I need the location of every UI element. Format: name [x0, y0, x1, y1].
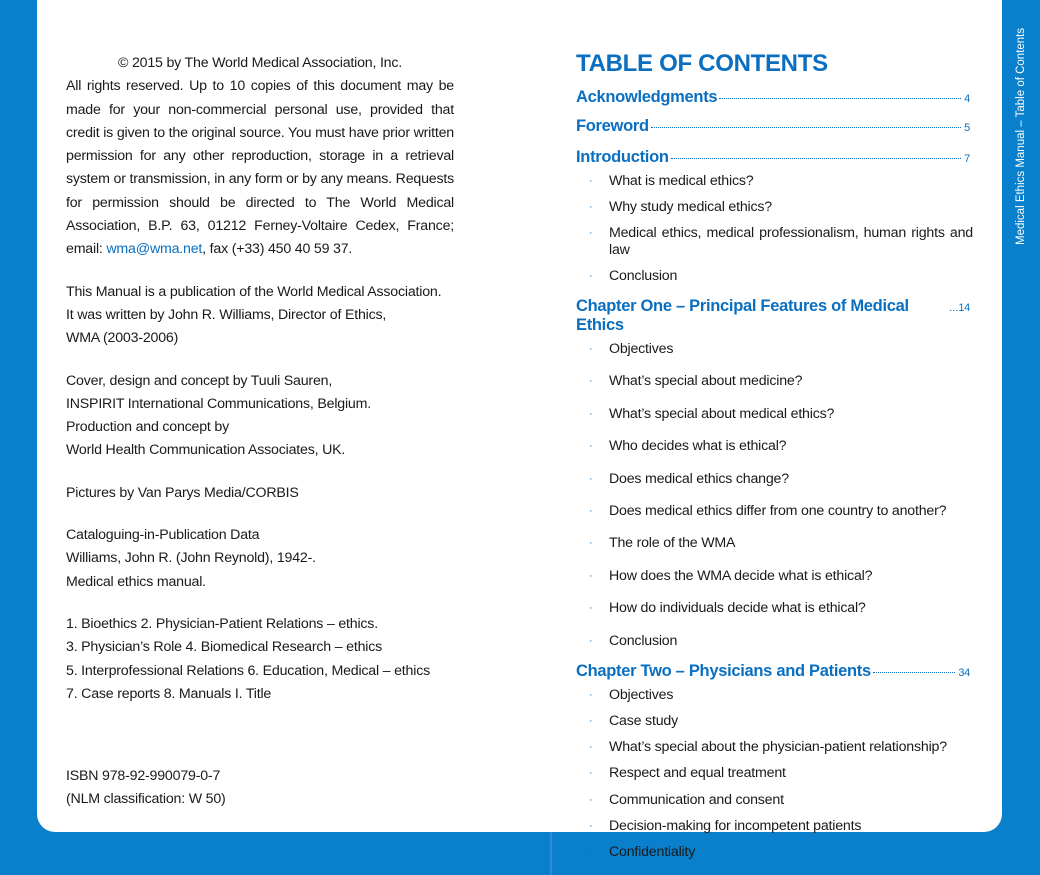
design-line: INSPIRIT International Communications, Belgium. [66, 395, 371, 412]
toc-subitem[interactable] [576, 600, 973, 617]
toc-section [576, 88, 974, 107]
toc-leader-dots: ... [949, 302, 959, 314]
bullet-icon: · [589, 569, 593, 582]
bullet-icon: · [589, 688, 593, 701]
toc-subitem-label: Confidentiality [609, 844, 696, 861]
toc-subitem-label: Objectives [609, 341, 674, 357]
toc-page-number: 34 [958, 666, 970, 679]
toc-subitem[interactable] [576, 225, 973, 259]
bullet-icon: · [589, 634, 593, 647]
bullet-icon: · [589, 793, 593, 806]
toc-subitem[interactable] [576, 633, 973, 650]
bullet-icon: · [589, 846, 593, 859]
toc-subitem[interactable] [576, 268, 973, 285]
nlm-classification: (NLM classification: W 50) [66, 791, 226, 808]
toc-subitem-label: How do individuals decide what is ethical? [609, 600, 866, 617]
bullet-icon: · [589, 472, 593, 485]
isbn-line: ISBN 978-92-990079-0-7 [66, 768, 221, 785]
toc-subitem[interactable] [576, 199, 973, 216]
bullet-icon: · [589, 440, 593, 453]
toc-subitem-label: Objectives [609, 686, 674, 703]
toc-subitem[interactable] [576, 373, 973, 390]
subjects-line: 5. Interprofessional Relations 6. Education, Medical – ethics [66, 662, 430, 679]
bullet-icon: · [589, 537, 593, 550]
toc-entry-title: Foreword [576, 117, 649, 135]
page-divider [550, 832, 552, 875]
bullet-icon: · [589, 767, 593, 780]
cataloguing-line: Williams, John R. (John Reynold), 1942-. [66, 550, 316, 567]
toc-leader [719, 98, 961, 99]
toc-subitem[interactable] [576, 535, 973, 552]
design-line: World Health Communication Associates, UK. [66, 442, 346, 459]
subjects-line: 1. Bioethics 2. Physician-Patient Relations – ethics. [66, 615, 378, 632]
toc-subitem-label: Medical ethics, medical professionalism, human rights and law [609, 225, 973, 258]
toc-subitem-label: Why study medical ethics? [609, 199, 772, 215]
toc-subitem-label: Conclusion [609, 632, 678, 649]
toc-list [576, 88, 974, 861]
toc-subitem-label: Does medical ethics differ from one country to another? [609, 502, 947, 519]
rights-tail: , fax (+33) 450 40 59 37. [202, 241, 353, 258]
toc-subitem-label: Who decides what is ethical? [609, 438, 787, 455]
toc-leader [873, 672, 956, 673]
subjects-line: 3. Physician’s Role 4. Biomedical Research – ethics [66, 639, 383, 656]
rights-paragraph [66, 75, 454, 261]
toc-leader [651, 127, 961, 128]
side-tab-label: Medical Ethics Manual – Table of Contents [1015, 27, 1027, 245]
rights-text: All rights reserved. Up to 10 copies of this document may be made for your non-commercial personal use, provided that credit is given to the original source. You must have prior written permission for any other reproduction, storage in a retrieval system or transmission, in any form or by any means. Requests for permission should be directed to The World Medical Association, B.P. 63, 01212 Ferney-Voltaire Cedex, France; email: [66, 78, 454, 258]
toc-subitem[interactable] [576, 792, 973, 809]
bullet-icon: · [589, 504, 593, 517]
toc-subitem[interactable] [576, 173, 973, 190]
toc-subitem[interactable] [576, 739, 973, 756]
toc-entry[interactable] [576, 117, 970, 136]
bullet-icon: · [589, 175, 593, 187]
bullet-icon: · [589, 820, 593, 832]
bullet-icon: · [589, 375, 593, 388]
side-tab [1003, 0, 1040, 280]
toc-subitems [576, 341, 974, 650]
toc-entry-title: Chapter One – Principal Features of Medical Ethics [576, 297, 909, 334]
toc-section [576, 148, 974, 285]
copyright-line: © 2015 by The World Medical Association, Inc. [117, 55, 403, 71]
bullet-icon: · [589, 201, 593, 213]
bullet-icon: · [589, 741, 593, 754]
toc-subitem-label: What’s special about medicine? [609, 373, 803, 390]
toc-entry[interactable] [576, 662, 970, 681]
bullet-icon: · [589, 270, 593, 282]
toc-page-number: 14 [958, 302, 970, 314]
toc-subitem[interactable] [576, 341, 973, 358]
toc-subitem[interactable] [576, 503, 973, 520]
toc-page-number: 4 [964, 93, 970, 105]
toc-subitem-label: Conclusion [609, 268, 678, 284]
toc-subitem[interactable] [576, 471, 973, 488]
publication-line: It was written by John R. Williams, Director of Ethics, [66, 306, 387, 323]
toc-leader [671, 158, 962, 159]
design-line: Production and concept by [66, 419, 229, 436]
toc-subitem-label: Respect and equal treatment [609, 765, 786, 782]
toc-subitem-label: What’s special about medical ethics? [609, 405, 835, 422]
toc-subitem-label: How does the WMA decide what is ethical? [609, 567, 873, 584]
toc-entry-title: Introduction [576, 148, 669, 166]
cataloguing-line: Cataloguing-in-Publication Data [66, 527, 260, 544]
toc-subitem-label: Case study [609, 712, 678, 729]
toc-entry[interactable] [576, 297, 970, 335]
toc-subitems [576, 687, 974, 862]
pictures-credit: Pictures by Van Parys Media/CORBIS [66, 484, 299, 501]
bullet-icon: · [589, 343, 593, 355]
toc-subitem[interactable] [576, 844, 973, 861]
bullet-icon: · [589, 407, 593, 420]
publication-line: This Manual is a publication of the World Medical Association. [66, 283, 442, 300]
bullet-icon: · [589, 602, 593, 615]
toc-subitem-label: Communication and consent [609, 791, 784, 808]
toc-title: TABLE OF CONTENTS [576, 50, 828, 77]
toc-section [576, 297, 974, 650]
subjects-line: 7. Case reports 8. Manuals I. Title [66, 685, 272, 702]
table-of-contents [576, 50, 974, 861]
toc-subitem[interactable] [576, 713, 973, 730]
toc-subitem[interactable] [576, 765, 973, 782]
toc-subitem-label: The role of the WMA [609, 535, 736, 552]
toc-entry[interactable] [576, 88, 970, 107]
cataloguing-line: Medical ethics manual. [66, 573, 206, 590]
toc-entry-title: Acknowledgments [576, 88, 718, 106]
email-link[interactable]: wma@wma.net [106, 241, 203, 258]
toc-page-number: 7 [964, 153, 970, 165]
toc-subitem[interactable] [576, 568, 973, 585]
toc-subitem-label: What’s special about the physician-patient relationship? [609, 739, 947, 756]
toc-subitem[interactable] [576, 438, 973, 455]
bullet-icon: · [589, 714, 593, 727]
toc-subitem[interactable] [576, 406, 973, 423]
bullet-icon: · [589, 227, 593, 239]
toc-entry-title: Chapter Two – Physicians and Patients [576, 661, 871, 680]
toc-entry[interactable] [576, 148, 970, 167]
toc-subitem-label: What is medical ethics? [609, 173, 754, 189]
imprint-column [66, 52, 454, 812]
toc-section [576, 662, 974, 862]
design-line: Cover, design and concept by Tuuli Sauren, [66, 372, 333, 389]
publication-line: WMA (2003-2006) [66, 330, 179, 347]
toc-subitems [576, 173, 974, 285]
toc-subitem-label: Does medical ethics change? [609, 470, 789, 487]
toc-subitem[interactable] [576, 687, 973, 704]
toc-subitem-label: Decision-making for incompetent patients [609, 818, 862, 834]
toc-page-number: 5 [964, 122, 970, 134]
toc-subitem[interactable] [576, 818, 973, 835]
toc-section [576, 117, 974, 136]
